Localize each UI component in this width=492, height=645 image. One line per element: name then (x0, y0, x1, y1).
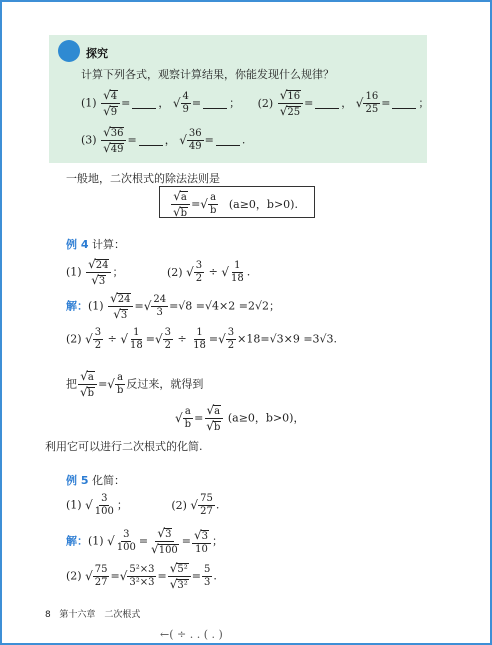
simplify-note: 利用它可以进行二次根式的化简. (45, 440, 203, 453)
reverse-rule: √ $\frac{a}{b}$ = $\frac{√a}{√b}$ (a≥0，b>0)， (175, 403, 305, 433)
example-5-solution-2: (2) √ $\frac{75}{27}$ =√ $\frac{\text{5²×3}}{\text{3²×3}}$ = $\frac{\text{√5²}}{\text{√3²}}$ = $\frac{5}{3}$ . (66, 561, 217, 591)
example-4-solution-2: (2) √ $\frac{3}{2}$ ÷ √ $\frac{1}{18}$ =√ $\frac{3}{2}$ ÷ $\frac{1}{18}$ =√ $\frac{3}{2}$ ×18=√3×9 =3√3. (66, 327, 338, 351)
explore-icon (58, 40, 80, 62)
explore-row-3: (3) $\frac{√36}{√49}$ = ， √ $\frac{36}{49}$ = . (81, 125, 246, 155)
explore-row-1: (1) $\frac{√4}{√9}$ = ， √ $\frac{4}{9}$ = ； (2) $\frac{√16}{√25}$ = ， √ $\frac{16}{25}$ = ； (81, 88, 430, 118)
example-5-questions: (1) √ $\frac{3}{100}$ ； (2) √ $\frac{75}{27}$ . (66, 493, 220, 517)
division-rule-box (159, 186, 315, 218)
explore-title: 探究 (86, 47, 108, 60)
explore-instruction: 计算下列各式，观察计算结果，你能发现什么规律？ (81, 68, 334, 81)
example-5-heading: 例 5 化简： (66, 474, 125, 487)
division-intro: 一般地，二次根式的除法法则是 (66, 172, 220, 185)
division-rule: $\frac{√a}{√b}$ =√ $\frac{a}{b}$ (a≥0，b>0). (173, 189, 298, 219)
example-4-heading: 例 4 计算： (66, 238, 125, 251)
handwriting: ←( ÷ . . ( . ) (160, 628, 223, 641)
example-4-questions: (1) $\frac{√24}{√3}$ ； (2) √ $\frac{3}{2}$ ÷ √ $\frac{1}{18}$ . (66, 257, 251, 287)
explore-box (49, 35, 430, 163)
example-5-solution-1: 解：(1) √ $\frac{3}{100}$ = $\frac{√3}{√100}$ = $\frac{√3}{10}$ ； (66, 526, 224, 556)
example-4-solution-1: 解：(1) $\frac{√24}{√3}$ =√ $\frac{24}{3}$ =√8 =√4×2 =2√2； (66, 291, 280, 321)
page-footer: 8 第十六章 二次根式 (45, 610, 141, 620)
reverse-statement: 把 $\frac{√a}{√b}$ =√ $\frac{a}{b}$ 反过来，就得到 (66, 369, 204, 399)
